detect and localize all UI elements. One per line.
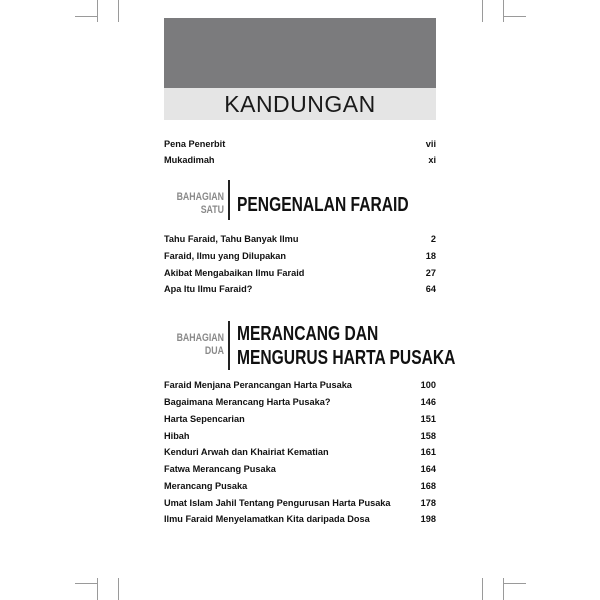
crop-mark [482, 578, 483, 600]
crop-mark [482, 0, 483, 22]
toc-entry-page: 168 [420, 481, 436, 491]
toc-entry-page: 164 [420, 464, 436, 474]
toc-entry-label: Harta Sepencarian [164, 414, 245, 424]
toc-entry-label: Hibah [164, 431, 190, 441]
toc-entry-page: 178 [420, 498, 436, 508]
toc-entry-label: Apa Itu Ilmu Faraid? [164, 284, 253, 294]
toc-entry-page: 151 [420, 414, 436, 424]
toc-entry-label: Mukadimah [164, 155, 215, 165]
crop-mark [503, 578, 504, 600]
section-1-label [176, 191, 224, 217]
section-label-line: DUA [204, 345, 224, 357]
section-1-title [237, 194, 409, 216]
toc-entry[interactable] [164, 395, 436, 409]
toc-entry-label: Faraid, Ilmu yang Dilupakan [164, 251, 287, 261]
toc-entry-label: Merancang Pusaka [164, 481, 248, 491]
toc-entry-page: 18 [425, 251, 436, 261]
toc-entry[interactable] [164, 266, 436, 280]
toc-entry-label: Faraid Menjana Perancangan Harta Pusaka [164, 380, 352, 390]
page-title: KANDUNGAN [224, 91, 376, 117]
section-title-line: MERANCANG DAN [237, 323, 379, 345]
toc-entry-label: Umat Islam Jahil Tentang Pengurusan Harta Pusaka [164, 498, 391, 508]
toc-entry-page: 146 [420, 397, 436, 407]
header-dark-block [164, 18, 436, 88]
toc-entry-page: 27 [425, 268, 436, 278]
toc-entry[interactable] [164, 496, 436, 510]
crop-mark [118, 0, 119, 22]
toc-entry[interactable] [164, 479, 436, 493]
toc-entry[interactable] [164, 429, 436, 443]
toc-entry[interactable] [164, 445, 436, 459]
crop-mark [97, 578, 98, 600]
toc-entry[interactable] [164, 137, 436, 151]
toc-entry[interactable] [164, 378, 436, 392]
section-divider [228, 180, 230, 220]
toc-entry-label: Kenduri Arwah dan Khairiat Kematian [164, 447, 329, 457]
toc-entry[interactable] [164, 249, 436, 263]
toc-entry-page: xi [428, 155, 436, 165]
toc-entry-label: Pena Penerbit [164, 139, 226, 149]
toc-entry-page: 100 [420, 380, 436, 390]
toc-entry-page: 198 [420, 514, 436, 524]
section-2-title [237, 322, 455, 370]
toc-entry-label: Ilmu Faraid Menyelamatkan Kita daripada Dosa [164, 514, 370, 524]
section-2-label [176, 332, 224, 358]
toc-entry-page: vii [425, 139, 436, 149]
toc-entry[interactable] [164, 462, 436, 476]
crop-mark [97, 0, 98, 22]
toc-entry-label: Akibat Mengabaikan Ilmu Faraid [164, 268, 305, 278]
crop-mark [503, 0, 504, 22]
toc-entry-page: 158 [420, 431, 436, 441]
crop-mark [504, 16, 526, 17]
toc-entry[interactable] [164, 153, 436, 167]
crop-mark [75, 16, 97, 17]
toc-entry-label: Tahu Faraid, Tahu Banyak Ilmu [164, 234, 299, 244]
toc-entry[interactable] [164, 412, 436, 426]
section-title-line: PENGENALAN FARAID [237, 194, 409, 216]
toc-entry-page: 2 [430, 234, 436, 244]
toc-entry-label: Fatwa Merancang Pusaka [164, 464, 276, 474]
section-label-line: BAHAGIAN [176, 191, 224, 203]
section-label-line: SATU [200, 204, 224, 216]
section-label-line: BAHAGIAN [176, 332, 224, 344]
crop-mark [504, 583, 526, 584]
section-divider [228, 321, 230, 370]
toc-entry-page: 161 [420, 447, 436, 457]
toc-entry-label: Bagaimana Merancang Harta Pusaka? [164, 397, 331, 407]
toc-entry[interactable] [164, 232, 436, 246]
crop-mark [118, 578, 119, 600]
toc-entry-page: 64 [425, 284, 436, 294]
toc-entry[interactable] [164, 512, 436, 526]
section-title-line: MENGURUS HARTA PUSAKA [237, 347, 456, 369]
crop-mark [75, 583, 97, 584]
toc-entry[interactable] [164, 282, 436, 296]
